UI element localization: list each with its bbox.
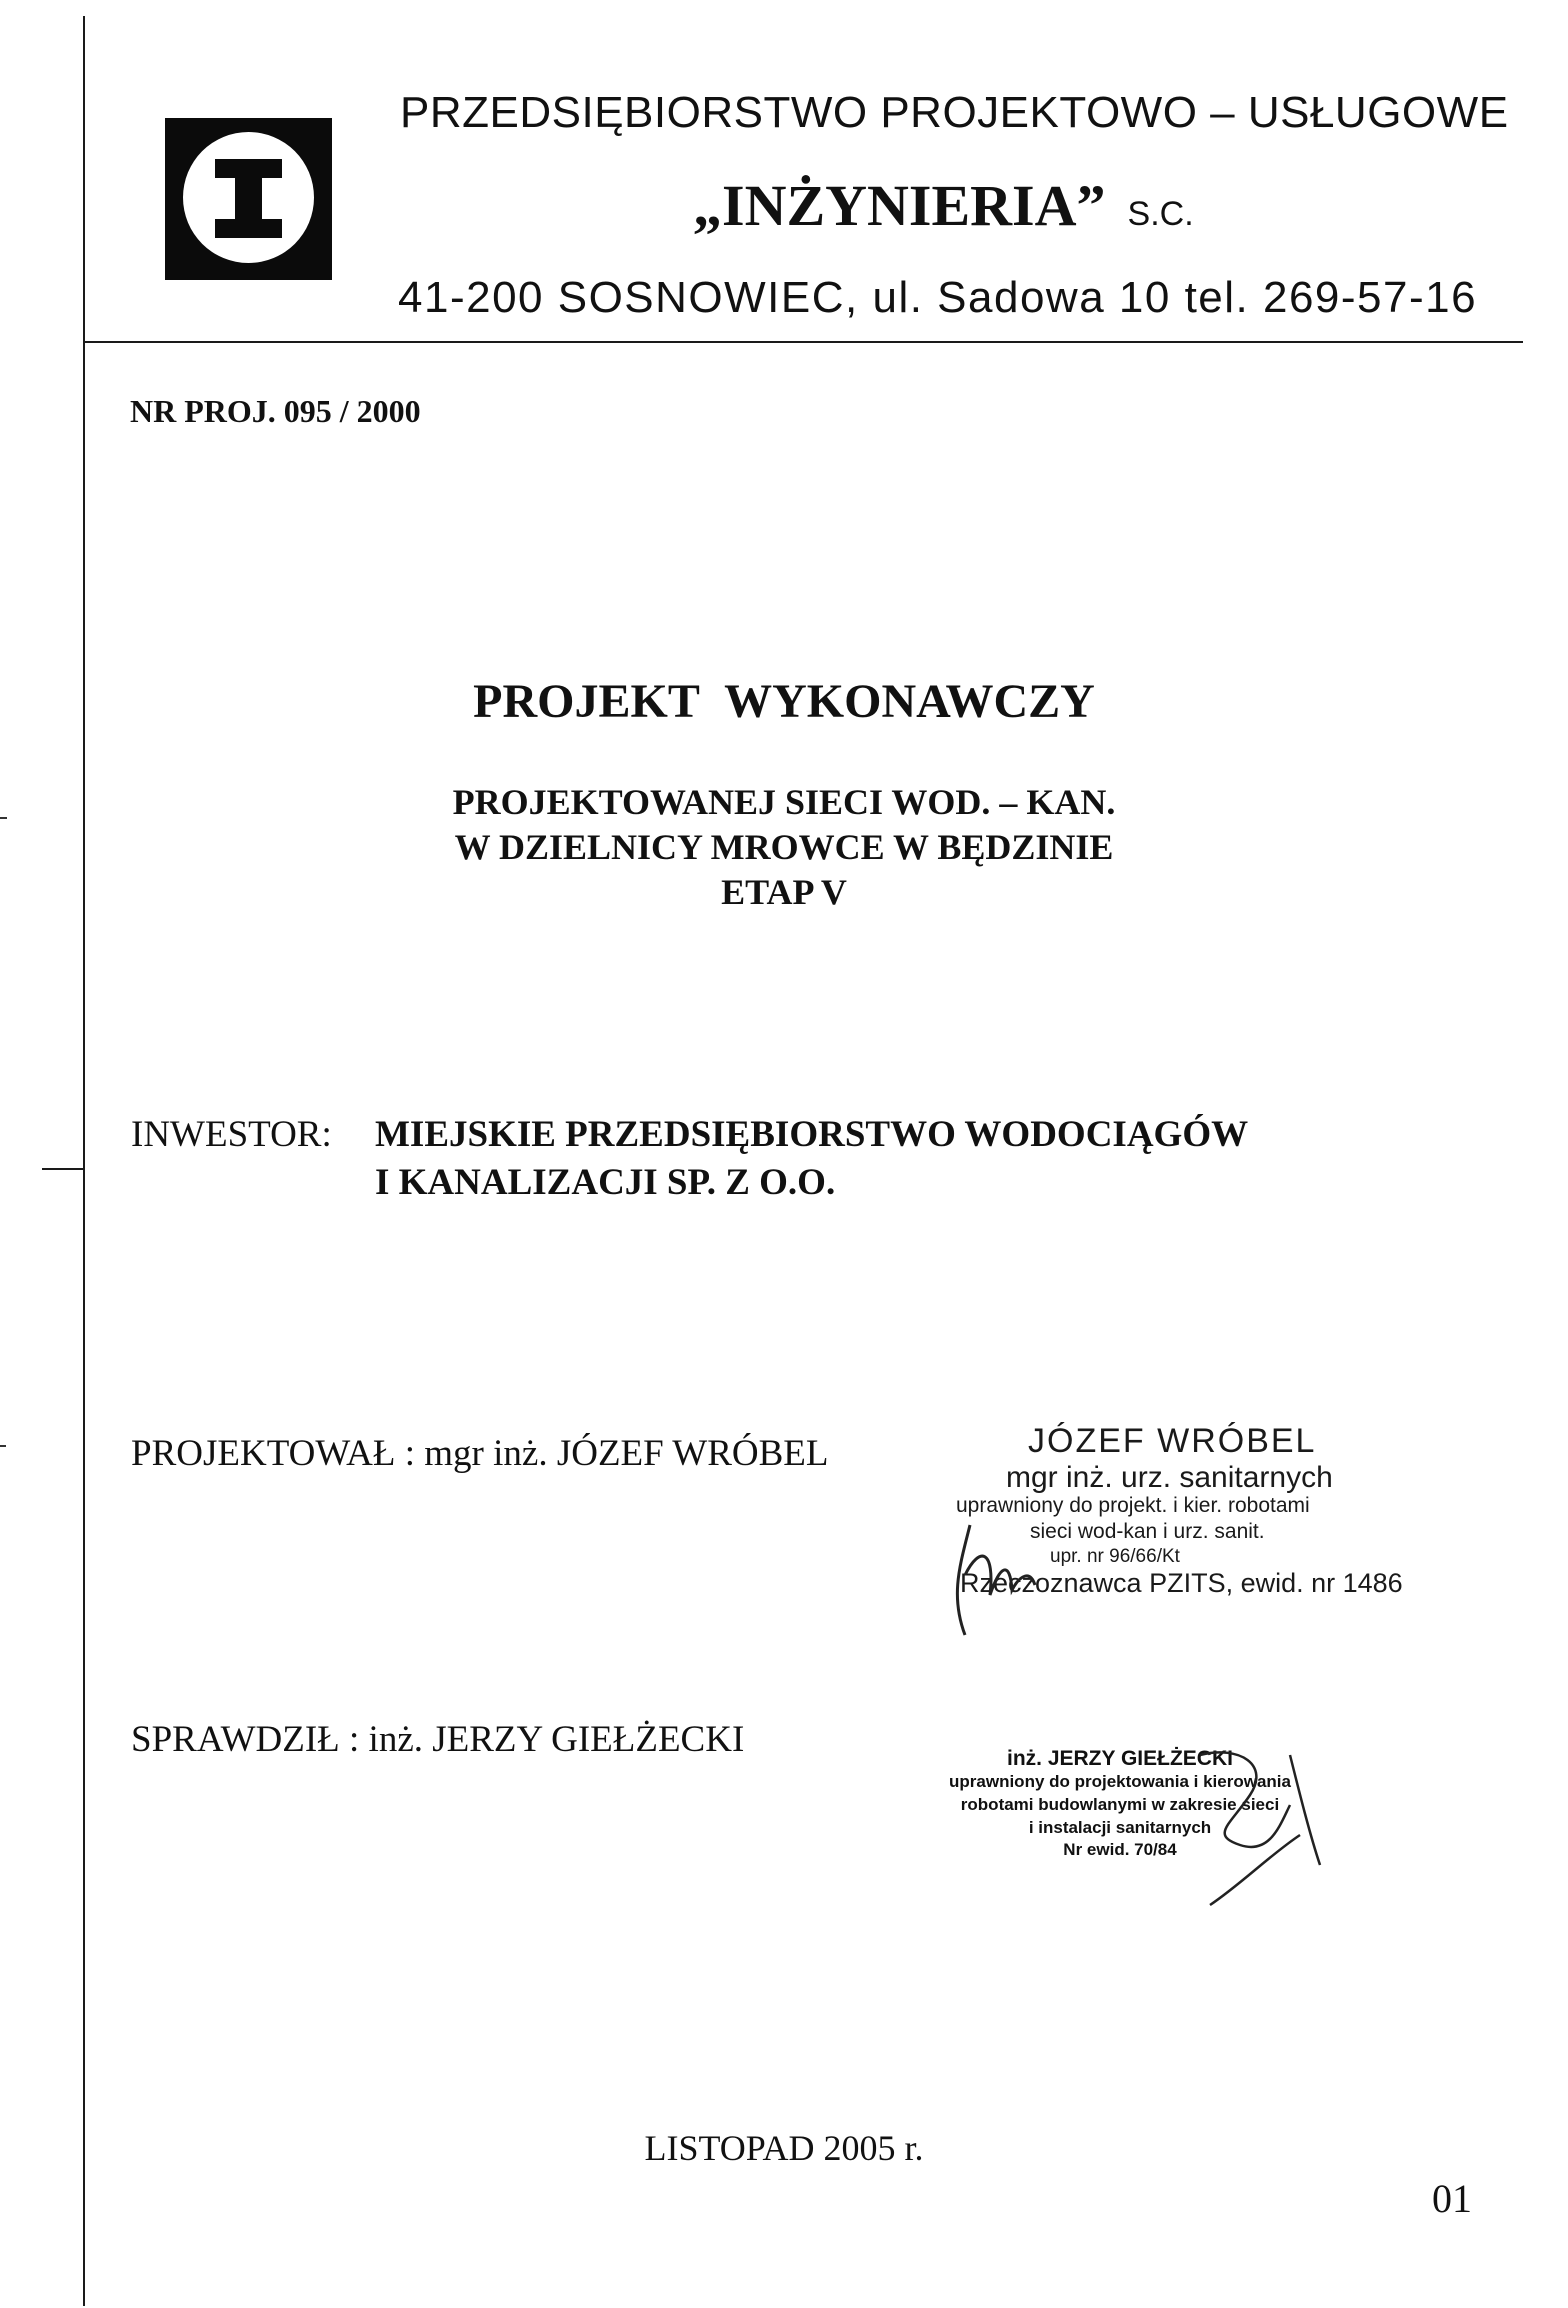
stamp-designer-line-5: upr. nr 96/66/Kt xyxy=(1050,1546,1180,1567)
investor-name-line-2: I KANALIZACJI SP. Z O.O. xyxy=(375,1162,836,1203)
stamp-designer-title: mgr inż. urz. sanitarnych xyxy=(1006,1461,1333,1494)
company-logo xyxy=(165,118,332,280)
left-border-line xyxy=(83,16,85,2306)
company-name xyxy=(693,172,1194,239)
subtitle-line-2: W DZIELNICY MROWCE W BĘDZINIE xyxy=(454,827,1114,867)
stamp-designer-line-4: sieci wod-kan i urz. sanit. xyxy=(1030,1520,1265,1543)
header-divider xyxy=(83,341,1523,343)
stamp-checker-line-4: i instalacji sanitarnych xyxy=(1028,1818,1212,1837)
stamp-checker-name: inż. JERZY GIEŁŻECKI xyxy=(1007,1747,1233,1770)
punch-mark-bottom xyxy=(0,1445,6,1447)
investor-label: INWESTOR: xyxy=(131,1114,332,1155)
stamp-checker-line-2: uprawniony do projektowania i kierowania xyxy=(949,1772,1291,1791)
investor-name-line-1: MIEJSKIE PRZEDSIĘBIORSTWO WODOCIĄGÓW xyxy=(375,1114,1249,1155)
page-number: 01 xyxy=(1432,2176,1472,2221)
company-name-text: „INŻYNIERIA” xyxy=(693,173,1106,238)
company-address: 41-200 SOSNOWIEC, ul. Sadowa 10 tel. 269-57-16 xyxy=(398,273,1478,322)
stamp-designer-line-3: uprawniony do projekt. i kier. robotami xyxy=(956,1494,1310,1517)
stamp-checker-line-5: Nr ewid. 70/84 xyxy=(1063,1840,1177,1859)
checker-line: SPRAWDZIŁ : inż. JERZY GIEŁŻECKI xyxy=(131,1719,745,1760)
checker-signature xyxy=(1180,1735,1340,1915)
stamp-designer-line-6: Rzeczoznawca PZITS, ewid. nr 1486 xyxy=(960,1568,1403,1598)
stamp-designer-name: JÓZEF WRÓBEL xyxy=(1028,1422,1317,1460)
document-title: PROJEKT WYKONAWCZY xyxy=(473,675,1095,728)
company-type: PRZEDSIĘBIORSTWO PROJEKTOWO – USŁUGOWE xyxy=(400,88,1509,137)
subtitle-line-3: ETAP V xyxy=(721,872,847,912)
subtitle-line-1: PROJEKTOWANEJ SIECI WOD. – KAN. xyxy=(452,782,1116,822)
stamp-checker-line-3: robotami budowlanymi w zakresie sieci xyxy=(960,1795,1280,1814)
binding-mark xyxy=(42,1168,84,1170)
designer-line: PROJEKTOWAŁ : mgr inż. JÓZEF WRÓBEL xyxy=(131,1433,829,1474)
company-form: S.C. xyxy=(1127,195,1194,233)
logo-circle xyxy=(183,132,314,263)
project-number: NR PROJ. 095 / 2000 xyxy=(130,393,421,429)
designer-signature xyxy=(940,1505,1060,1645)
document-date: LISTOPAD 2005 r. xyxy=(644,2128,924,2168)
